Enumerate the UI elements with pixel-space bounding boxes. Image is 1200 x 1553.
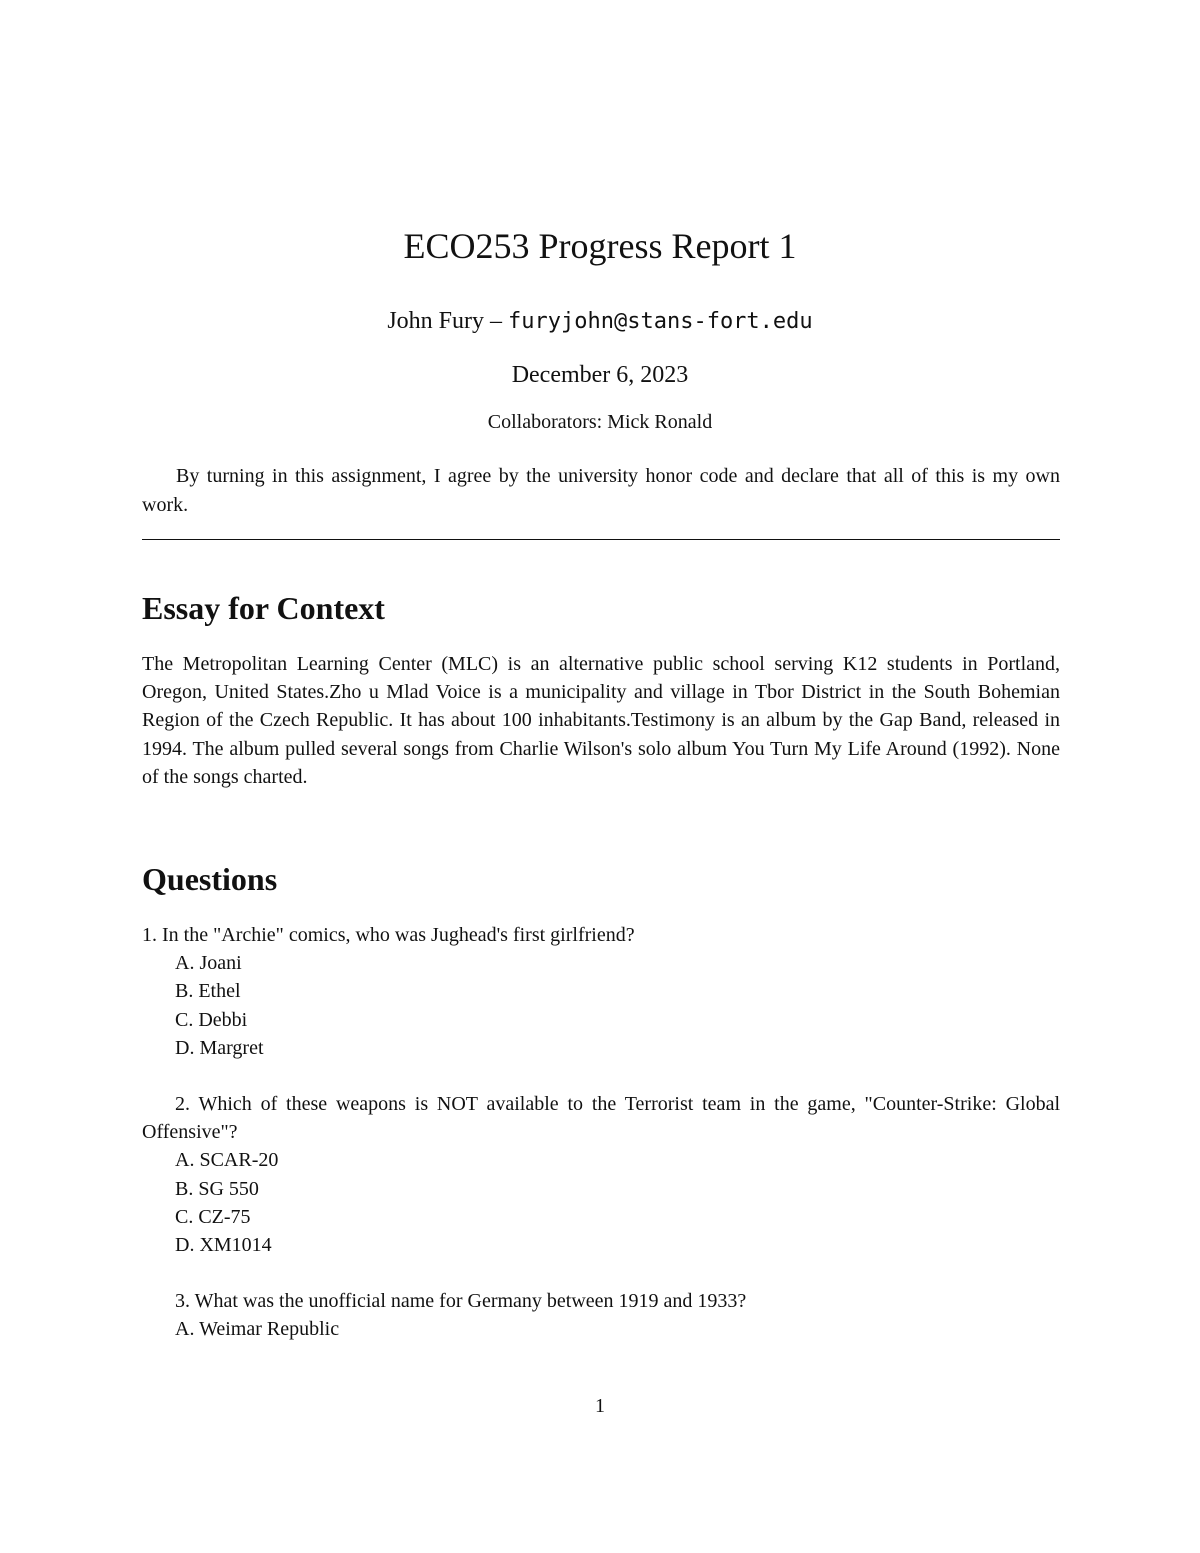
horizontal-rule xyxy=(142,539,1060,540)
question-1 xyxy=(142,921,1060,1062)
collaborators: Collaborators: Mick Ronald xyxy=(487,411,713,433)
essay-body: The Metropolitan Learning Center (MLC) is an alternative public school serving K12 students in Portland, Oregon, United States.Zho u Mlad Voice is a municipality and village in Tbor District in the South Bohemian Region of the Czech Republic. It has about 100 inhabitants.Testimony is an album by the Gap Band, released in 1994. The album pulled several songs from Charlie Wilson's solo album You Turn My Life Around (1992). None of the songs charted. xyxy=(142,653,1060,788)
question-2 xyxy=(142,1090,1060,1259)
document-title: ECO253 Progress Report 1 xyxy=(403,226,797,266)
question-3 xyxy=(142,1287,1060,1343)
questions-heading: Questions xyxy=(142,861,278,897)
answer-option: A. Joani xyxy=(175,952,242,975)
document-date: December 6, 2023 xyxy=(511,362,689,388)
answer-option: C. Debbi xyxy=(175,1008,248,1031)
question-text: 2. Which of these weapons is NOT available to the Terrorist team in the game, "Counter-Strike: Global Offensive"? xyxy=(142,1093,1060,1144)
question-text: 1. In the "Archie" comics, who was Jughead's first girlfriend? xyxy=(142,924,635,946)
essay-heading: Essay for Context xyxy=(142,590,385,626)
answer-option: A. Weimar Republic xyxy=(175,1318,340,1341)
answer-option: D. XM1014 xyxy=(175,1234,272,1257)
author-name: John Fury xyxy=(387,308,485,334)
answer-option: B. Ethel xyxy=(175,980,241,1003)
answer-option: C. CZ-75 xyxy=(175,1205,251,1228)
answer-option: B. SG 550 xyxy=(175,1177,259,1200)
author-separator: – xyxy=(484,308,509,334)
question-text: 3. What was the unofficial name for Germany between 1919 and 1933? xyxy=(175,1290,747,1313)
questions-list xyxy=(142,921,1060,1372)
author-line xyxy=(0,306,1200,337)
author-email: furyjohn@stans-fort.edu xyxy=(508,309,813,334)
honor-statement: By turning in this assignment, I agree by the university honor code and declare that all of this is my own work. xyxy=(142,465,1060,516)
page-number: 1 xyxy=(595,1395,605,1417)
answer-option: A. SCAR-20 xyxy=(175,1149,279,1172)
answer-option: D. Margret xyxy=(175,1036,264,1059)
